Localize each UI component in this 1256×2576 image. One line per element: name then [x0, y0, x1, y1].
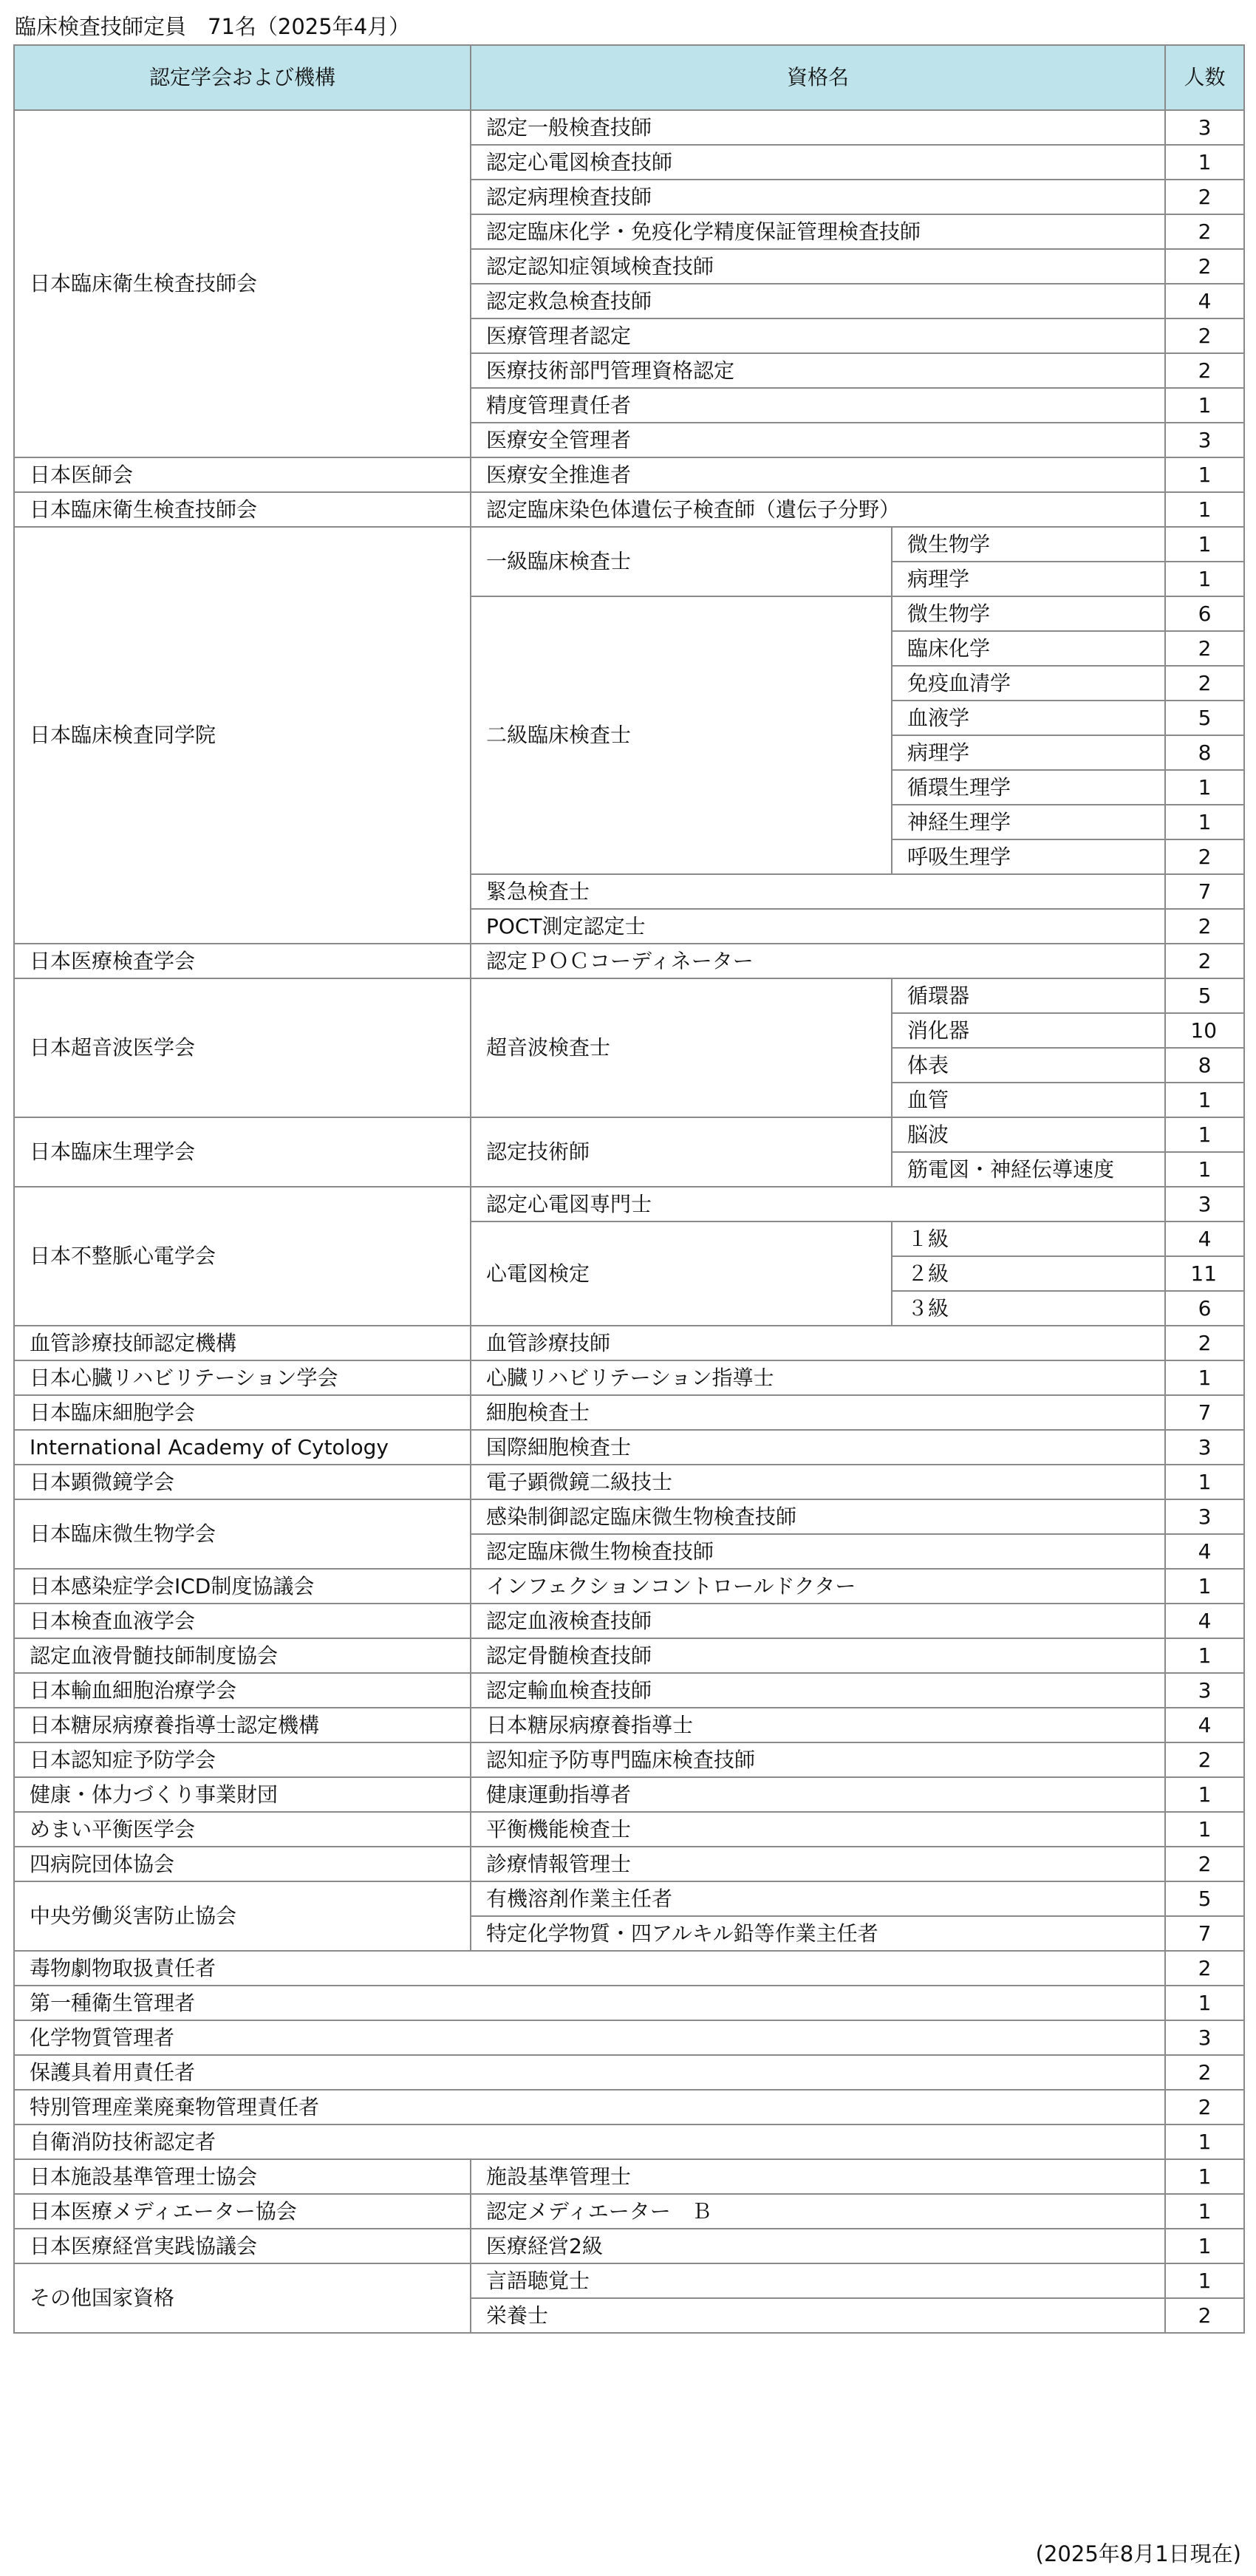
count-cell: 1 [1165, 492, 1244, 527]
table-cell: 心電図検定 [471, 1221, 892, 1326]
count-cell: 8 [1165, 1048, 1244, 1083]
table-cell: 日本糖尿病療養指導士認定機構 [14, 1708, 471, 1742]
table-cell: 認定心電図検査技師 [471, 145, 1165, 180]
staff-qualifications-table [13, 44, 1245, 2334]
table-row [14, 2263, 1244, 2298]
table-cell: 認定臨床微生物検査技師 [471, 1534, 1165, 1569]
table-cell: 呼吸生理学 [892, 839, 1165, 874]
count-cell: 2 [1165, 180, 1244, 214]
count-cell: 2 [1165, 2298, 1244, 2333]
count-cell: 3 [1165, 1673, 1244, 1708]
table-cell: 日本検査血液学会 [14, 1604, 471, 1638]
count-cell: 2 [1165, 1326, 1244, 1360]
table-cell: 認定一般検査技師 [471, 110, 1165, 145]
count-cell: 1 [1165, 457, 1244, 492]
table-row [14, 1638, 1244, 1673]
table-cell: 一級臨床検査士 [471, 527, 892, 596]
table-cell: 超音波検査士 [471, 978, 892, 1117]
table-cell: 医療経営2級 [471, 2229, 1165, 2263]
count-cell: 7 [1165, 1395, 1244, 1430]
table-row [14, 944, 1244, 978]
table-cell: 認定病理検査技師 [471, 180, 1165, 214]
header-society: 認定学会および機構 [14, 45, 471, 110]
count-cell: 7 [1165, 874, 1244, 909]
table-row [14, 527, 1244, 562]
table-row [14, 1847, 1244, 1881]
table-cell: 血管 [892, 1083, 1165, 1117]
count-cell: 2 [1165, 318, 1244, 353]
table-cell: 血管診療技師認定機構 [14, 1326, 471, 1360]
table-cell: 有機溶剤作業主任者 [471, 1881, 1165, 1916]
count-cell: 7 [1165, 1916, 1244, 1951]
table-row [14, 1673, 1244, 1708]
table-cell: 認定ＰＯＣコーディネーター [471, 944, 1165, 978]
count-cell: 1 [1165, 1152, 1244, 1187]
count-cell: 4 [1165, 1604, 1244, 1638]
count-cell: 2 [1165, 1742, 1244, 1777]
table-cell: インフェクションコントロールドクター [471, 1569, 1165, 1604]
table-cell: 日本医療検査学会 [14, 944, 471, 978]
table-cell: 日本臨床微生物学会 [14, 1499, 471, 1569]
table-body [14, 110, 1244, 2333]
count-cell: 3 [1165, 1499, 1244, 1534]
table-row [14, 110, 1244, 145]
table-cell: 緊急検査士 [471, 874, 1165, 909]
table-cell: 二級臨床検査士 [471, 596, 892, 874]
count-cell: 11 [1165, 1256, 1244, 1291]
table-row [14, 1881, 1244, 1916]
count-cell: 2 [1165, 2055, 1244, 2090]
table-cell: 健康運動指導者 [471, 1777, 1165, 1812]
table-cell: 微生物学 [892, 596, 1165, 631]
count-cell: 1 [1165, 1569, 1244, 1604]
table-cell: POCT測定認定士 [471, 909, 1165, 944]
table-row [14, 1986, 1244, 2020]
table-caption: 臨床検査技師定員 71名（2025年4月） [15, 14, 411, 39]
table-cell: めまい平衡医学会 [14, 1812, 471, 1847]
table-cell: １級 [892, 1221, 1165, 1256]
table-cell: 体表 [892, 1048, 1165, 1083]
table-cell: 認定技術師 [471, 1117, 892, 1187]
as-of-date: (2025年8月1日現在) [1035, 2541, 1241, 2566]
table-cell: 化学物質管理者 [14, 2020, 1165, 2055]
count-cell: 1 [1165, 527, 1244, 562]
table-cell: 循環生理学 [892, 770, 1165, 805]
count-cell: 1 [1165, 388, 1244, 423]
table-row [14, 457, 1244, 492]
table-cell: ３級 [892, 1291, 1165, 1326]
table-cell: 栄養士 [471, 2298, 1165, 2333]
count-cell: 2 [1165, 944, 1244, 978]
table-cell: 日本超音波医学会 [14, 978, 471, 1117]
table-cell: 施設基準管理士 [471, 2159, 1165, 2194]
table-row [14, 1117, 1244, 1152]
count-cell: 1 [1165, 2229, 1244, 2263]
table-cell: 中央労働災害防止協会 [14, 1881, 471, 1951]
count-cell: 1 [1165, 2159, 1244, 2194]
table-cell: 第一種衛生管理者 [14, 1986, 1165, 2020]
count-cell: 5 [1165, 1881, 1244, 1916]
table-cell: 認定認知症領域検査技師 [471, 249, 1165, 284]
table-cell: 認定メディエーター Ｂ [471, 2194, 1165, 2229]
table-cell: 心臓リハビリテーション指導士 [471, 1360, 1165, 1395]
count-cell: 10 [1165, 1013, 1244, 1048]
table-cell: 認定救急検査技師 [471, 284, 1165, 318]
table-cell: 日本医療経営実践協議会 [14, 2229, 471, 2263]
table-row [14, 978, 1244, 1013]
table-cell: 消化器 [892, 1013, 1165, 1048]
count-cell: 2 [1165, 353, 1244, 388]
table-cell: 精度管理責任者 [471, 388, 1165, 423]
table-cell: 認定心電図専門士 [471, 1187, 1165, 1221]
table-cell: 日本感染症学会ICD制度協議会 [14, 1569, 471, 1604]
table-cell: 日本臨床生理学会 [14, 1117, 471, 1187]
table-cell: 脳波 [892, 1117, 1165, 1152]
table-row [14, 1569, 1244, 1604]
table-cell: 血液学 [892, 701, 1165, 735]
table-row [14, 1742, 1244, 1777]
table-cell: 日本医師会 [14, 457, 471, 492]
table-cell: 国際細胞検査士 [471, 1430, 1165, 1465]
count-cell: 1 [1165, 805, 1244, 839]
count-cell: 2 [1165, 249, 1244, 284]
table-cell: 日本認知症予防学会 [14, 1742, 471, 1777]
count-cell: 2 [1165, 666, 1244, 701]
count-cell: 1 [1165, 1812, 1244, 1847]
table-cell: 日本臨床検査同学院 [14, 527, 471, 944]
table-cell: 認定臨床化学・免疫化学精度保証管理検査技師 [471, 214, 1165, 249]
count-cell: 1 [1165, 1083, 1244, 1117]
table-cell: 健康・体力づくり事業財団 [14, 1777, 471, 1812]
count-cell: 1 [1165, 1117, 1244, 1152]
table-cell: 診療情報管理士 [471, 1847, 1165, 1881]
table-cell: 医療技術部門管理資格認定 [471, 353, 1165, 388]
table-cell: 臨床化学 [892, 631, 1165, 666]
table-cell: 四病院団体協会 [14, 1847, 471, 1881]
count-cell: 6 [1165, 1291, 1244, 1326]
table-row [14, 1604, 1244, 1638]
table-cell: 電子顕微鏡二級技士 [471, 1465, 1165, 1499]
count-cell: 2 [1165, 2090, 1244, 2124]
count-cell: 1 [1165, 770, 1244, 805]
table-cell: 医療管理者認定 [471, 318, 1165, 353]
count-cell: 2 [1165, 909, 1244, 944]
table-row [14, 1430, 1244, 1465]
table-cell: 筋電図・神経伝導速度 [892, 1152, 1165, 1187]
count-cell: 1 [1165, 1777, 1244, 1812]
table-cell: 細胞検査士 [471, 1395, 1165, 1430]
table-row [14, 2194, 1244, 2229]
count-cell: 3 [1165, 423, 1244, 457]
count-cell: 4 [1165, 1221, 1244, 1256]
count-cell: 1 [1165, 2124, 1244, 2159]
table-cell: 医療安全推進者 [471, 457, 1165, 492]
count-cell: 2 [1165, 214, 1244, 249]
table-row [14, 1708, 1244, 1742]
table-row [14, 1777, 1244, 1812]
table-row [14, 1360, 1244, 1395]
table-cell: 日本顕微鏡学会 [14, 1465, 471, 1499]
count-cell: 5 [1165, 978, 1244, 1013]
count-cell: 1 [1165, 562, 1244, 596]
table-cell: 神経生理学 [892, 805, 1165, 839]
table-cell: 認定血液骨髄技師制度協会 [14, 1638, 471, 1673]
table-cell: 日本臨床衛生検査技師会 [14, 492, 471, 527]
table-cell: 毒物劇物取扱責任者 [14, 1951, 1165, 1986]
table-cell: 循環器 [892, 978, 1165, 1013]
count-cell: 6 [1165, 596, 1244, 631]
table-cell: 日本施設基準管理士協会 [14, 2159, 471, 2194]
table-cell: International Academy of Cytology [14, 1430, 471, 1465]
count-cell: 1 [1165, 2194, 1244, 2229]
count-cell: 1 [1165, 1638, 1244, 1673]
table-row [14, 1812, 1244, 1847]
table-cell: 平衡機能検査士 [471, 1812, 1165, 1847]
table-cell: 認定臨床染色体遺伝子検査師（遺伝子分野） [471, 492, 1165, 527]
table-cell: 血管診療技師 [471, 1326, 1165, 1360]
count-cell: 2 [1165, 1847, 1244, 1881]
table-cell: 免疫血清学 [892, 666, 1165, 701]
count-cell: 1 [1165, 1986, 1244, 2020]
count-cell: 3 [1165, 1187, 1244, 1221]
count-cell: 2 [1165, 1951, 1244, 1986]
table-row [14, 1465, 1244, 1499]
table-cell: 認定輸血検査技師 [471, 1673, 1165, 1708]
table-row [14, 1326, 1244, 1360]
table-cell: 認定血液検査技師 [471, 1604, 1165, 1638]
table-cell: 日本医療メディエーター協会 [14, 2194, 471, 2229]
count-cell: 3 [1165, 2020, 1244, 2055]
table-cell: 認知症予防専門臨床検査技師 [471, 1742, 1165, 1777]
table-cell: 保護具着用責任者 [14, 2055, 1165, 2090]
table-cell: 日本臨床衛生検査技師会 [14, 110, 471, 457]
count-cell: 2 [1165, 839, 1244, 874]
table-cell: 特定化学物質・四アルキル鉛等作業主任者 [471, 1916, 1165, 1951]
table-cell: 日本臨床細胞学会 [14, 1395, 471, 1430]
count-cell: 1 [1165, 145, 1244, 180]
table-cell: 病理学 [892, 562, 1165, 596]
count-cell: 8 [1165, 735, 1244, 770]
header-count: 人数 [1165, 45, 1244, 110]
table-row [14, 1499, 1244, 1534]
table-cell: 認定骨髄検査技師 [471, 1638, 1165, 1673]
table-row [14, 2020, 1244, 2055]
count-cell: 1 [1165, 2263, 1244, 2298]
table-cell: 病理学 [892, 735, 1165, 770]
table-cell: 特別管理産業廃棄物管理責任者 [14, 2090, 1165, 2124]
count-cell: 1 [1165, 1360, 1244, 1395]
table-cell: 日本不整脈心電学会 [14, 1187, 471, 1326]
table-cell: 微生物学 [892, 527, 1165, 562]
table-row [14, 1187, 1244, 1221]
table-cell: その他国家資格 [14, 2263, 471, 2333]
table-cell: 医療安全管理者 [471, 423, 1165, 457]
header-qualification: 資格名 [471, 45, 1165, 110]
table-row [14, 2229, 1244, 2263]
table-cell: 日本糖尿病療養指導士 [471, 1708, 1165, 1742]
table-row [14, 1395, 1244, 1430]
count-cell: 4 [1165, 1708, 1244, 1742]
table-row [14, 2090, 1244, 2124]
table-cell: ２級 [892, 1256, 1165, 1291]
table-row [14, 492, 1244, 527]
count-cell: 1 [1165, 1465, 1244, 1499]
table-cell: 言語聴覚士 [471, 2263, 1165, 2298]
table-cell: 日本輸血細胞治療学会 [14, 1673, 471, 1708]
count-cell: 4 [1165, 1534, 1244, 1569]
table-row [14, 2055, 1244, 2090]
table-cell: 感染制御認定臨床微生物検査技師 [471, 1499, 1165, 1534]
count-cell: 3 [1165, 1430, 1244, 1465]
table-row [14, 2124, 1244, 2159]
count-cell: 2 [1165, 631, 1244, 666]
table-cell: 日本心臓リハビリテーション学会 [14, 1360, 471, 1395]
table-row [14, 1951, 1244, 1986]
count-cell: 3 [1165, 110, 1244, 145]
count-cell: 5 [1165, 701, 1244, 735]
count-cell: 4 [1165, 284, 1244, 318]
table-cell: 自衛消防技術認定者 [14, 2124, 1165, 2159]
table-row [14, 2159, 1244, 2194]
header-row [14, 45, 1244, 110]
